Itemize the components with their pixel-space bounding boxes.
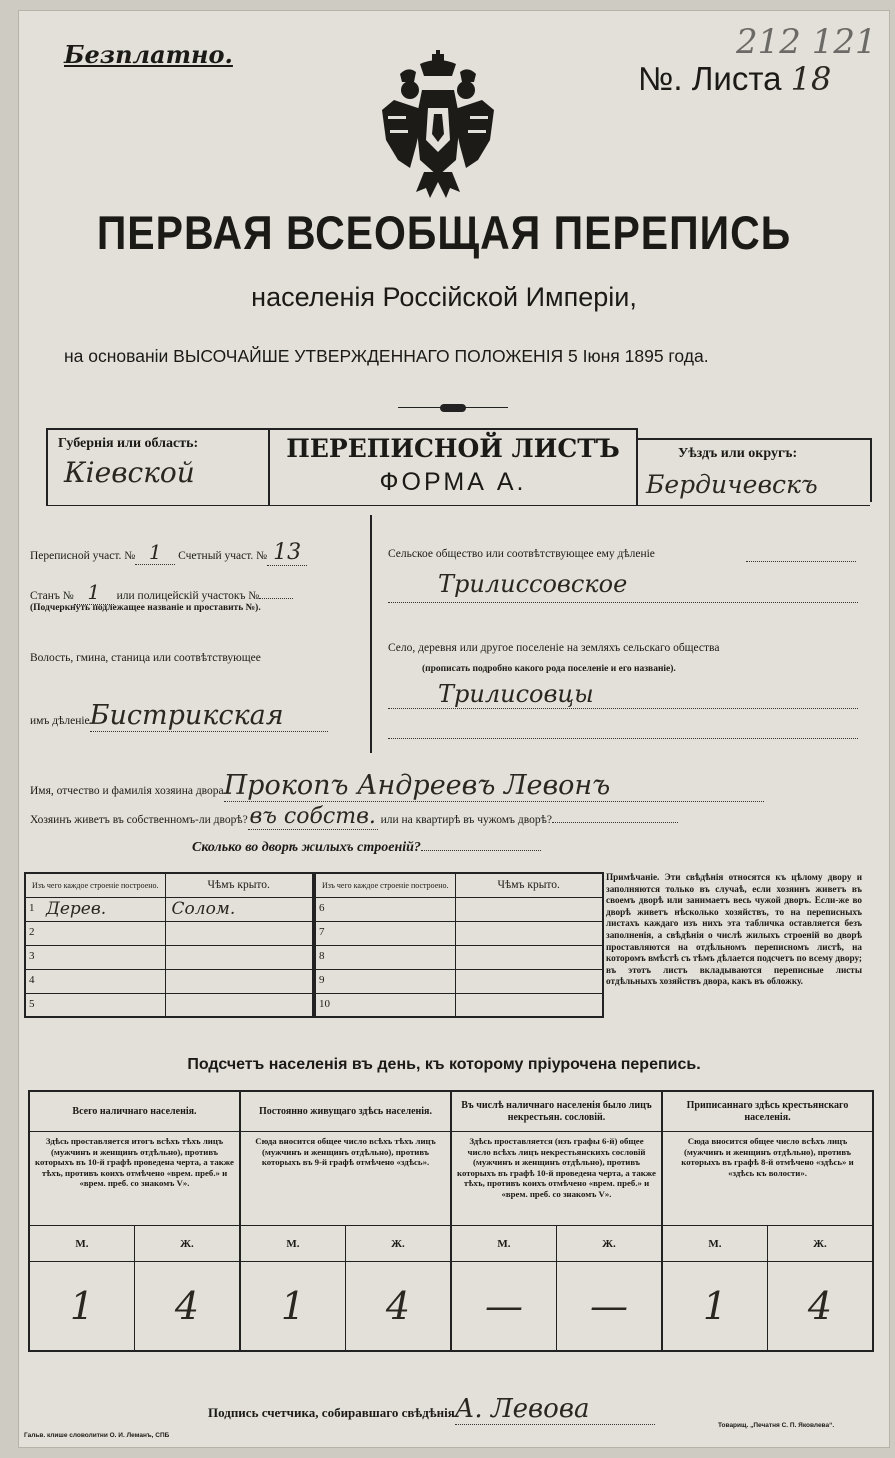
legal-basis: на основаніи ВЫСОЧАЙШЕ УТВЕРЖДЕННАГО ПОЛОЖЕНІЯ 5 Іюня 1895 года. [64,346,709,366]
table-row [315,945,603,969]
page-subtitle: населенія Россійской Имперіи, [251,282,637,312]
buildings-note: Примѣчаніе. Эти свѣдѣнія относятся къ цѣлому двору и заполняются только въ случаѣ, если хозяинъ живетъ въ своемъ дворѣ или занимаетъ весь чужой дворъ. Если-же во дворѣ живетъ нѣсколько хозяйствъ, то на переписныхъ листахъ каждаго изъ нихъ эта табличка оставляется безъ заполненія, а свѣдѣнія о числѣ жилыхъ строеній во дворѣ проставляются на отдѣльномъ переписномъ листѣ, на которомъ вмѣстѣ съ тѣмъ дѣлается подсчетъ по всему двору; въ этотъ листъ вкладываются переписные листы отдѣльныхъ хозяйствъ двора, какъ въ обложку. [606,872,862,987]
count-column [663,1092,872,1350]
row-number: 4 [29,973,35,986]
count-column-head: Приписаннаго здѣсь крестьянскаго населенія. [663,1092,872,1132]
count-column-head: Въ числѣ наличнаго населенія было лицъ некрестьян. сословій. [452,1092,661,1132]
camp-value: 1 [74,580,114,605]
material-cell [315,993,455,1017]
female-count: 4 [174,1284,200,1328]
material-cell [25,945,165,969]
village-note: (прописать подробно какого рода поселеніе и его названіе). [422,664,676,674]
count-column-desc: Здѣсь проставляется (изъ графы 6-й) общее число всѣхъ лицъ некрестьянскихъ сословій (мужчинъ и женщинъ отдѣльно), противъ которыхъ въ графѣ 10-й проведена черта, а также тѣхъ, противъ коихъ отмѣчено «врем. преб.» и «врем. преб. со знакомъ V». [452,1132,661,1226]
form-name: ФОРМА А. [379,468,527,496]
roof-cell [455,993,603,1017]
district-label: Уѣздъ или округъ: [678,446,798,461]
roof-cell [455,945,603,969]
lives-line [30,804,678,830]
sheet-number-label: №. Листа [638,60,782,97]
owner-name-label: Имя, отчество и фамилія хозяина двора [30,785,224,797]
male-label: М. [452,1226,557,1261]
camp-label: Станъ № [30,590,74,602]
owner-line [30,770,764,802]
roof-cell [455,897,603,921]
table-row [315,897,603,921]
male-count: 1 [663,1262,768,1350]
material-cell [315,969,455,993]
roof-cell [455,969,603,993]
count-column-desc: Здѣсь проставляется итогъ всѣхъ тѣхъ лицъ (мужчинъ и женщинъ отдѣльно), противъ которыхъ въ 10-й графѣ проведена черта, а также тѣхъ, противъ коихъ отмѣчено «врем. преб.» и «врем. преб. со знакомъ V». [30,1132,239,1226]
count-column [30,1092,241,1350]
col-material-header: Изъ чего каждое строеніе построено. [25,873,165,897]
count-column-desc: Сюда вносится общее число всѣхъ лицъ (мужчинъ и женщинъ отдѣльно), противъ которыхъ въ графѣ 8-й отмѣчено «здѣсь» и «здѣсь къ волости». [663,1132,872,1226]
roof-cell [165,921,313,945]
printer-right: Товарищ. „Печатня С. П. Яковлева“. [718,1422,835,1429]
sheet-number [638,60,831,98]
volost-line [30,700,328,732]
table-row [25,897,313,921]
row-number: 2 [29,925,35,938]
counting-plot-label: Счетный участ. № [178,550,268,562]
roof-cell [165,993,313,1017]
district-value: Бердичевскъ [646,470,818,499]
col-material-header-2: Изъ чего каждое строеніе построено. [315,873,455,897]
lives-label: Хозяинъ живетъ въ собственномъ-ли дворѣ? [30,814,248,826]
male-count: 1 [241,1262,346,1350]
count-column [241,1092,452,1350]
material-cell [315,897,455,921]
table-row [315,969,603,993]
table-row [25,945,313,969]
buildings-line [192,840,541,856]
village-value: Трилисовцы [438,680,594,708]
material-cell [25,993,165,1017]
count-column-head: Всего наличнаго населенія. [30,1092,239,1132]
society-label: Сельское общество или соотвѣтствующее ему дѣленіе [388,548,655,560]
volost-value: Бистрикская [90,700,328,732]
row-number: 5 [29,997,35,1010]
police-label: или полицейскій участокъ № [116,590,260,602]
buildings-label: Сколько во дворѣ жилыхъ строеній? [192,840,421,855]
female-count: — [590,1284,628,1328]
row-number: 1 [29,901,35,914]
page-title: ПЕРВАЯ ВСЕОБЩАЯ ПЕРЕПИСЬ [96,206,792,260]
volost-label-2: имъ дѣленіе [30,715,90,727]
count-column-desc: Сюда вносится общее число всѣхъ тѣхъ лицъ (мужчинъ и женщинъ отдѣльно), противъ которыхъ въ 9-й графѣ отмѣчено «здѣсь». [241,1132,450,1226]
free-label: Безплатно. [64,40,233,69]
material-cell [25,969,165,993]
male-label: М. [663,1226,768,1261]
lives-value: въ собств. [249,804,376,829]
census-plot-label: Переписной участ. № [30,550,136,562]
material-cell [25,897,165,921]
material-cell [315,921,455,945]
table-row [25,969,313,993]
count-title: Подсчетъ населенія въ день, къ которому пріурочена перепись. [187,1056,701,1073]
row-number: 3 [29,949,35,962]
count-column-head: Постоянно живущаго здѣсь населенія. [241,1092,450,1132]
roof-cell [165,969,313,993]
material-cell [315,945,455,969]
form-title: ПЕРЕПИСНОЙ ЛИСТЪ [286,434,620,463]
female-label: Ж. [180,1237,194,1250]
owner-name-value: Прокопъ Андреевъ Левонъ [224,770,764,802]
table-row [25,921,313,945]
society-value: Трилиссовское [438,570,628,598]
table-row [315,921,603,945]
row-number: 6 [319,901,325,914]
female-label: Ж. [391,1237,405,1250]
count-table [28,1090,874,1352]
signature-label: Подпись счетчика, собиравшаго свѣдѣнія [208,1405,455,1420]
counting-plot-value: 13 [267,540,307,566]
count-column [452,1092,663,1350]
province-value: Кіевской [64,456,195,489]
archive-number: 212 121 [736,22,877,62]
village-label: Село, деревня или другое поселеніе на земляхъ сельскаго общества [388,642,720,654]
buildings-table-left [24,872,314,1018]
row-number: 7 [319,925,325,938]
signature-line [208,1394,655,1425]
roof-cell [165,945,313,969]
census-plot-line [30,540,307,566]
col-roof-header-2: Чѣмъ крыто. [455,873,603,897]
table-row [315,993,603,1017]
volost-label: Волость, гмина, станица или соотвѣтствующее [30,652,261,664]
col-roof-header: Чѣмъ крыто. [165,873,313,897]
row-number: 10 [319,997,330,1010]
male-label: М. [30,1226,135,1261]
roof-value: Солом. [171,899,236,919]
male-label: М. [241,1226,346,1261]
row-number: 8 [319,949,325,962]
census-sheet [18,10,890,1448]
female-count: 4 [807,1284,833,1328]
female-label: Ж. [813,1237,827,1250]
male-count: — [452,1262,557,1350]
underline-note: (Подчеркнуть подлежащее названіе и проставить №). [30,603,261,613]
census-plot-value: 1 [135,540,175,565]
roof-cell [455,921,603,945]
ornament-divider [398,404,508,412]
female-label: Ж. [602,1237,616,1250]
material-value: Дерев. [46,899,107,919]
province-label: Губернія или область: [58,436,199,451]
lives-label-2: или на квартирѣ въ чужомъ дворѣ? [380,814,552,826]
signature-value: А. Левова [455,1394,655,1425]
buildings-table-right [314,872,604,1018]
table-row [25,993,313,1017]
row-number: 9 [319,973,325,986]
camp-line [30,580,293,605]
female-count: 4 [385,1284,411,1328]
printer-left: Гальв. клише словолитни О. И. Леманъ, СПБ [24,1432,170,1439]
material-cell [25,921,165,945]
roof-cell [165,897,313,921]
male-count: 1 [30,1262,135,1350]
coat-of-arms-icon [380,50,496,200]
sheet-number-value: 18 [790,60,832,98]
